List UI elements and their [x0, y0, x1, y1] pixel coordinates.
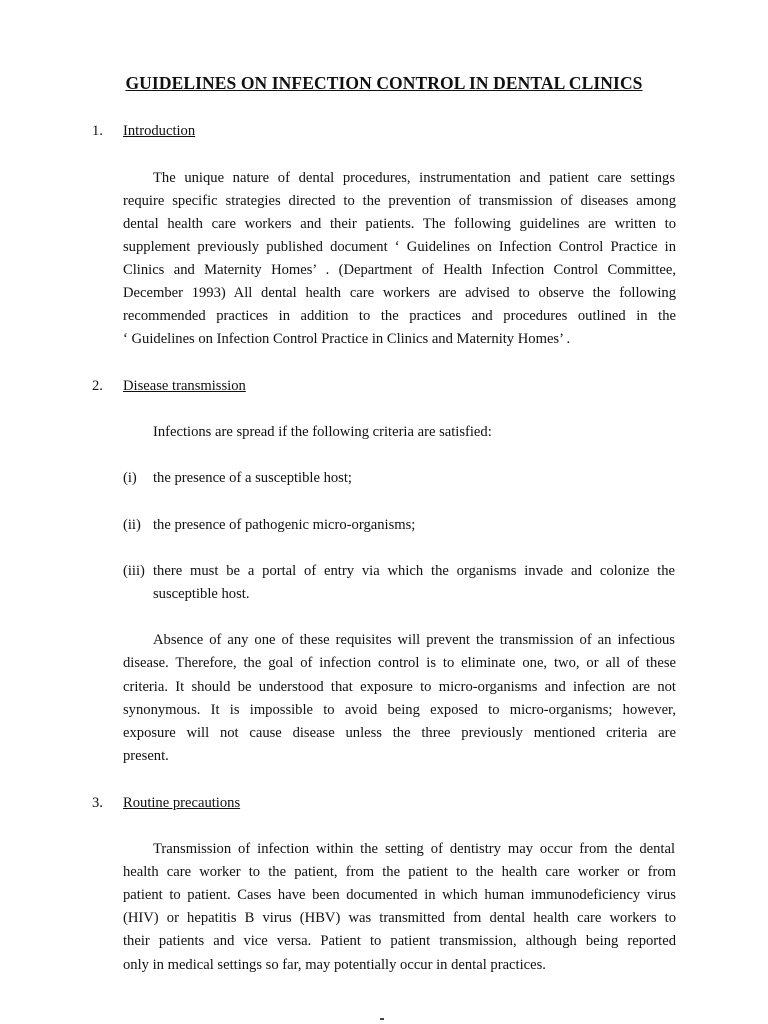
paragraph-line: present.	[123, 748, 169, 764]
list-item-text: the presence of a susceptible host;	[153, 470, 352, 486]
list-item-label: (i)	[123, 470, 137, 486]
paragraph-line: synonymous. It is impossible to avoid being exposed to micro-organisms; however,	[123, 702, 676, 718]
paragraph-line: exposure will not cause disease unless the three previously mentioned criteria are	[123, 725, 676, 741]
document-title: GUIDELINES ON INFECTION CONTROL IN DENTAL CLINICS	[125, 73, 643, 93]
paragraph-line: supplement previously published document ‘ Guidelines on Infection Control Practice in	[123, 239, 676, 255]
paragraph-line: recommended practices in addition to the practices and procedures outlined in the	[123, 308, 676, 324]
paragraph-line: only in medical settings so far, may potentially occur in dental practices.	[123, 957, 546, 973]
paragraph-line: Absence of any one of these requisites will prevent the transmission of an infectious	[153, 632, 675, 648]
paragraph-line: Transmission of infection within the setting of dentistry may occur from the dental	[153, 841, 675, 857]
paragraph-line: health care worker to the patient, from the patient to the health care worker or from	[123, 864, 676, 880]
paragraph-line: December 1993) All dental health care workers are advised to observe the following	[123, 285, 676, 301]
list-item-text: susceptible host.	[153, 586, 250, 602]
paragraph-line: dental health care workers and their patients. The following guidelines are written to	[123, 216, 676, 232]
list-item-label: (iii)	[123, 563, 145, 579]
paragraph-line: Infections are spread if the following criteria are satisfied:	[153, 424, 492, 440]
paragraph-line: criteria. It should be understood that exposure to micro-organisms and infection are not	[123, 679, 676, 695]
paragraph-line: The unique nature of dental procedures, instrumentation and patient care settings	[153, 170, 675, 186]
section-number: 3.	[92, 795, 103, 811]
section-heading-introduction: Introduction	[123, 123, 196, 139]
paragraph-line: patient to patient. Cases have been documented in which human immunodeficiency virus	[123, 887, 676, 903]
paragraph-line: ‘ Guidelines on Infection Control Practice in Clinics and Maternity Homes’ .	[123, 331, 571, 347]
section-number: 2.	[92, 378, 103, 394]
list-item-text: the presence of pathogenic micro-organisms;	[153, 517, 416, 533]
paragraph-line: require specific strategies directed to the prevention of transmission of diseases among	[123, 193, 676, 209]
list-item-label: (ii)	[123, 517, 141, 533]
section-heading-routine-precautions: Routine precautions	[123, 795, 241, 811]
paragraph-line: disease. Therefore, the goal of infection control is to eliminate one, two, or all of these	[123, 655, 676, 671]
section-heading-disease-transmission: Disease transmission	[123, 378, 246, 394]
list-item-text: there must be a portal of entry via which the organisms invade and colonize the	[153, 563, 675, 579]
paragraph-line: (HIV) or hepatitis B virus (HBV) was transmitted from dental health care workers to	[123, 910, 676, 926]
page-number-mark	[380, 1018, 384, 1020]
paragraph-line: Clinics and Maternity Homes’ . (Department of Health Infection Control Committee,	[123, 262, 676, 278]
section-number: 1.	[92, 123, 103, 139]
paragraph-line: their patients and vice versa. Patient to patient transmission, although being reported	[123, 933, 676, 949]
